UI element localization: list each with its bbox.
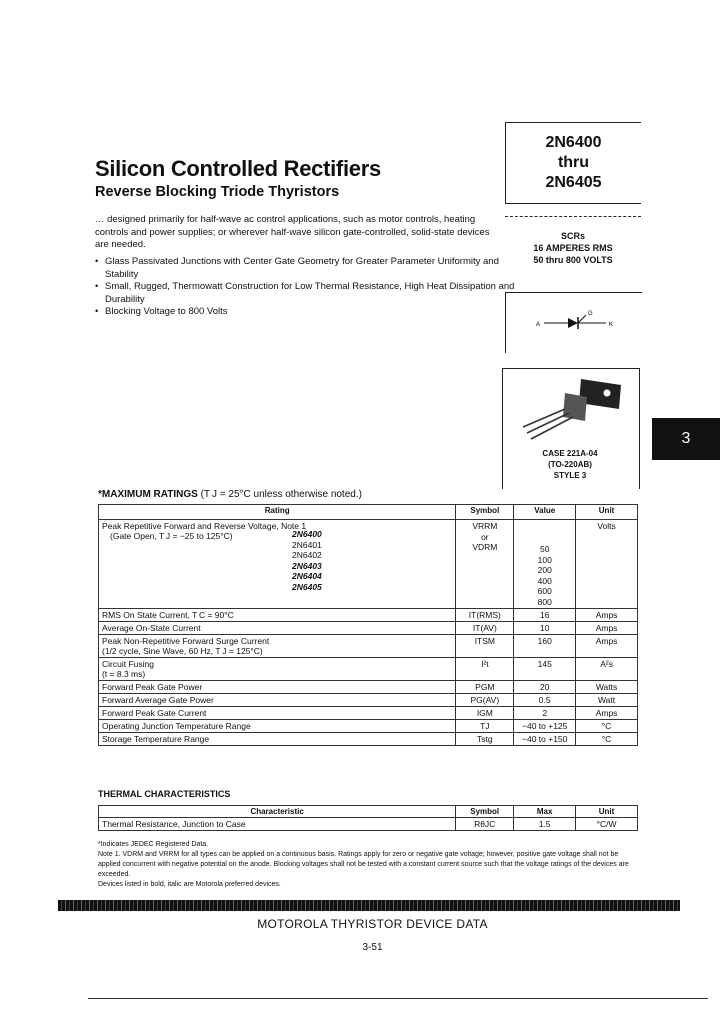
unit-cell: °C bbox=[576, 720, 638, 733]
value-cell: 0.5 bbox=[514, 694, 576, 707]
symbol-cell: PG(AV) bbox=[456, 694, 514, 707]
table-header-row bbox=[99, 505, 638, 520]
rating-cell: Circuit Fusing (t = 8.3 ms) bbox=[99, 658, 456, 681]
rating-cell: Operating Junction Temperature Range bbox=[99, 720, 456, 733]
part-last: 2N6405 bbox=[545, 174, 602, 191]
table-row bbox=[99, 609, 638, 622]
anode-label: A bbox=[536, 322, 541, 328]
part-thru: thru bbox=[557, 154, 590, 171]
part-2n6400: 2N6400 bbox=[292, 529, 322, 539]
table-row bbox=[99, 622, 638, 635]
unit-cell: °C/W bbox=[576, 818, 638, 831]
footer-title: MOTOROLA THYRISTOR DEVICE DATA bbox=[257, 917, 488, 931]
part-2n6402: 2N6402 bbox=[292, 550, 322, 560]
intro-paragraph: … designed primarily for half-wave ac control applications, such as motor controls, heating controls and power supplies; or wherever half-wave silicon gate-controlled, solid-state devices are needed. bbox=[95, 214, 490, 250]
scr-type: SCRs bbox=[560, 231, 585, 241]
col-characteristic: Characteristic bbox=[99, 806, 456, 818]
table-header-row bbox=[99, 806, 638, 818]
page-title: Silicon Controlled Rectifiers bbox=[95, 156, 381, 181]
value-cell: −40 to +150 bbox=[514, 733, 576, 746]
table-row bbox=[99, 733, 638, 746]
notes bbox=[98, 840, 638, 890]
symbol-cell: RθJC bbox=[456, 818, 514, 831]
rating-cell: Forward Peak Gate Power bbox=[99, 681, 456, 694]
unit-cell: A²s bbox=[576, 658, 638, 681]
table-row bbox=[99, 707, 638, 720]
part-2n6404: 2N6404 bbox=[292, 571, 322, 581]
table-row bbox=[99, 694, 638, 707]
part-2n6405: 2N6405 bbox=[292, 581, 322, 592]
col-symbol: Symbol bbox=[456, 505, 514, 520]
to-designation: (TO-220AB) bbox=[548, 460, 592, 469]
peak-voltage-label: Peak Repetitive Forward and Reverse Voltage, Note 1 bbox=[102, 521, 307, 531]
jedec-note: *Indicates JEDEC Registered Data. bbox=[98, 841, 209, 848]
value-cell: 20 bbox=[514, 681, 576, 694]
page-number: 3-51 bbox=[362, 942, 383, 953]
unit-cell: Amps bbox=[576, 707, 638, 720]
value-cell: −40 to +125 bbox=[514, 720, 576, 733]
scr-symbol-icon bbox=[506, 293, 642, 353]
page-subtitle: Reverse Blocking Triode Thyristors bbox=[95, 184, 340, 200]
unit-cell: Watts bbox=[576, 681, 638, 694]
value-cell: 2 bbox=[514, 707, 576, 720]
feature-item: • Small, Rugged, Thermowatt Construction for Low Thermal Resistance, High Heat Dissipation and Durability bbox=[95, 281, 515, 306]
rating-cell: Forward Peak Gate Current bbox=[99, 707, 456, 720]
value-cell: 160 bbox=[514, 635, 576, 658]
unit-cell: Amps bbox=[576, 635, 638, 658]
col-value: Value bbox=[514, 505, 576, 520]
feature-item: • Blocking Voltage to 800 Volts bbox=[95, 306, 515, 319]
symbol-cell: ITSM bbox=[456, 635, 514, 658]
preferred-devices-note: Devices listed in bold, italic are Motorola preferred devices. bbox=[98, 881, 281, 888]
peak-voltage-sublabel: (Gate Open, T J = −25 to 125°C) bbox=[110, 531, 233, 541]
peak-voltage-values bbox=[514, 520, 576, 609]
characteristic-cell: Thermal Resistance, Junction to Case bbox=[99, 818, 456, 831]
bottom-rule bbox=[88, 998, 708, 999]
value-cell: 10 bbox=[514, 622, 576, 635]
value-400: 400 bbox=[537, 575, 552, 586]
max-ratings-heading bbox=[98, 489, 362, 500]
symbol-cell: I²t bbox=[456, 658, 514, 681]
note-1: Note 1. VDRM and VRRM for all types can be applied on a continuous basis. Ratings apply for zero or negative gate voltage; however, positive gate voltage shall not be applied concurrent with negative potential on the anode. Blocking voltages shall not be tested with a constant current source such that the voltage ratings of the devices are exceeded. bbox=[98, 851, 629, 878]
part-first: 2N6400 bbox=[545, 134, 602, 151]
table-row bbox=[99, 520, 638, 609]
scr-voltage: 50 thru 800 VOLTS bbox=[533, 255, 613, 265]
max-ratings-table bbox=[98, 504, 638, 746]
symbol-cell: IT(AV) bbox=[456, 622, 514, 635]
value-200: 200 bbox=[537, 565, 552, 575]
table-row bbox=[99, 658, 638, 681]
feature-list bbox=[95, 256, 515, 319]
table-row bbox=[99, 635, 638, 658]
value-100: 100 bbox=[537, 554, 552, 565]
table-row bbox=[99, 720, 638, 733]
value-cell: 145 bbox=[514, 658, 576, 681]
symbol-cell: Tstg bbox=[456, 733, 514, 746]
max-cell: 1.5 bbox=[514, 818, 576, 831]
gate-label: G bbox=[588, 311, 593, 317]
rating-cell: Peak Non-Repetitive Forward Surge Current (1/2 cycle, Sine Wave, 60 Hz, T J = 125°C) bbox=[99, 635, 456, 658]
package-label bbox=[505, 448, 635, 481]
rating-cell: Forward Average Gate Power bbox=[99, 694, 456, 707]
symbol-cell: IGM bbox=[456, 707, 514, 720]
value-600: 600 bbox=[537, 586, 552, 596]
scr-current: 16 AMPERES RMS bbox=[533, 243, 613, 253]
thermal-table bbox=[98, 805, 638, 831]
to220-package-icon bbox=[503, 369, 639, 449]
table-row bbox=[99, 818, 638, 831]
max-ratings-title: *MAXIMUM RATINGS bbox=[98, 489, 198, 500]
symbol-cell: IT(RMS) bbox=[456, 609, 514, 622]
symbol-cell: PGM bbox=[456, 681, 514, 694]
value-50: 50 bbox=[539, 544, 550, 554]
rating-cell: Storage Temperature Range bbox=[99, 733, 456, 746]
max-ratings-note: (T J = 25°C unless otherwise noted.) bbox=[200, 489, 362, 500]
part-number-box bbox=[505, 122, 641, 204]
footer-bar bbox=[58, 900, 680, 911]
unit-cell: Amps bbox=[576, 609, 638, 622]
scr-symbol-box bbox=[505, 292, 642, 353]
col-rating: Rating bbox=[99, 505, 456, 520]
symbol-cell: TJ bbox=[456, 720, 514, 733]
unit-cell: °C bbox=[576, 733, 638, 746]
scr-spec-box bbox=[505, 216, 641, 276]
peak-voltage-rating bbox=[99, 520, 456, 609]
part-2n6401: 2N6401 bbox=[292, 539, 322, 550]
col-symbol: Symbol bbox=[456, 806, 514, 818]
peak-voltage-symbol: VRRM or VDRM bbox=[456, 520, 514, 609]
thermal-heading: THERMAL CHARACTERISTICS bbox=[98, 789, 231, 799]
case-style: STYLE 3 bbox=[553, 471, 587, 480]
rating-cell: RMS On State Current, T C = 90°C bbox=[99, 609, 456, 622]
part-2n6403: 2N6403 bbox=[292, 560, 322, 571]
case-number: CASE 221A-04 bbox=[542, 449, 598, 458]
table-row bbox=[99, 681, 638, 694]
peak-voltage-unit: Volts bbox=[576, 520, 638, 609]
value-800: 800 bbox=[537, 596, 552, 607]
unit-cell: Watt bbox=[576, 694, 638, 707]
col-max: Max bbox=[514, 806, 576, 818]
cathode-label: K bbox=[609, 322, 614, 328]
value-cell: 16 bbox=[514, 609, 576, 622]
unit-cell: Amps bbox=[576, 622, 638, 635]
feature-item: • Glass Passivated Junctions with Center Gate Geometry for Greater Parameter Uniformity and Stability bbox=[95, 256, 515, 281]
section-tab: 3 bbox=[652, 418, 720, 460]
rating-cell: Average On-State Current bbox=[99, 622, 456, 635]
col-unit: Unit bbox=[576, 505, 638, 520]
col-unit: Unit bbox=[576, 806, 638, 818]
